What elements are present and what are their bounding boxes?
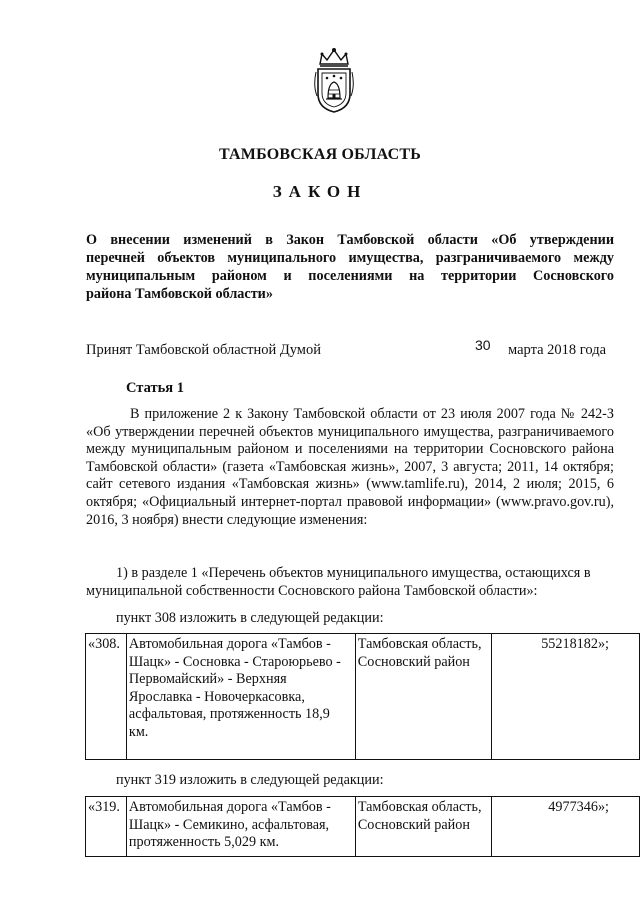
point-308-intro: пункт 308 изложить в следующей редакции:: [116, 610, 384, 626]
row-value: 4977346»;: [491, 797, 639, 857]
row-value: 55218182»;: [491, 634, 639, 760]
row-owner: Тамбовская область, Сосновский район: [355, 797, 491, 857]
law-title: [86, 231, 614, 303]
point-319-intro: пункт 319 изложить в следующей редакции:: [116, 772, 384, 788]
article-heading: Статья 1: [126, 380, 184, 396]
table-point-308: [85, 633, 640, 760]
table-point-319: [85, 796, 640, 857]
law-title-line: муниципальным районом и поселениями на территории Сосновского: [86, 268, 614, 284]
law-title-line: перечней объектов муниципального имущества, разграничиваемого между: [86, 250, 614, 266]
adoption-line: [86, 337, 614, 359]
region-heading: ТАМБОВСКАЯ ОБЛАСТЬ: [218, 146, 422, 163]
law-title-line: района Тамбовской области»: [86, 286, 273, 302]
article-paragraph: В приложение 2 к Закону Тамбовской области от 23 июля 2007 года № 242-З «Об утверждении перечней объектов муниципального имущества, разграничиваемого между муниципальным районом и поселениями на территории Сосновского района Тамбовской области» (газета «Тамбовская жизнь», 2007, 3 августа; 2011, 14 октября; сайт сетевого издания «Тамбовская жизнь» (www.tamlife.ru), 2014, 2 июля; 2015, 6 октября; «Официальный интернет-портал правовой информации» (www.pravo.gov.ru), 2016, 3 ноября) внести следующие изменения:: [86, 406, 614, 528]
row-number: «319.: [86, 797, 127, 857]
item-1-text: 1) в разделе 1 «Перечень объектов муниципального имущества, остающихся в муниципальной собственности Сосновского района Тамбовской области»:: [86, 565, 591, 599]
row-number: «308.: [86, 634, 127, 760]
adoption-day: 30: [475, 337, 491, 353]
row-description: Автомобильная дорога «Тамбов - Шацк» - Сосновка - Староюрьево - Первомайский» - Верхняя Ярославка - Новочеркасовка, асфальтовая, протяженность 18,9 км.: [126, 634, 355, 760]
law-title-line: О внесении изменений в Закон Тамбовской области «Об утверждении: [86, 232, 614, 248]
document-type-heading: ЗАКОН: [272, 182, 368, 201]
table-row: [86, 634, 640, 760]
adoption-text: Принят Тамбовской областной Думой: [86, 342, 321, 358]
adoption-month-year: марта 2018 года: [508, 342, 607, 358]
row-owner: Тамбовская область, Сосновский район: [355, 634, 491, 760]
table-row: [86, 797, 640, 857]
row-description: Автомобильная дорога «Тамбов - Шацк» - Семикино, асфальтовая, протяженность 5,029 км.: [126, 797, 355, 857]
coat-of-arms-icon: [313, 46, 355, 114]
